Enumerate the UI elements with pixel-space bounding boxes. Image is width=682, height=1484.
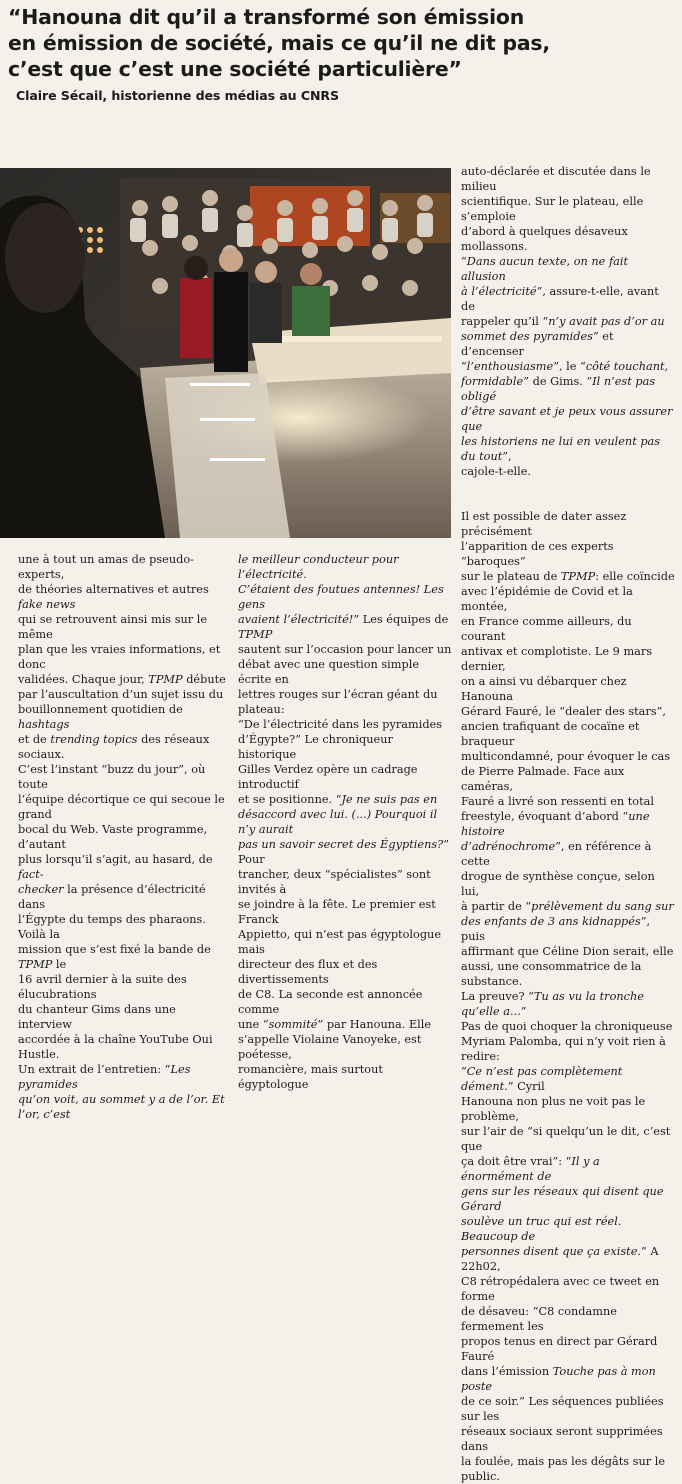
text-run: rappeler qu’il “ xyxy=(461,315,549,328)
text-line xyxy=(461,329,675,359)
text-run: se joindre à la fête. Le premier est Franck xyxy=(238,898,436,926)
italic-run: n’y avait pas d’or au xyxy=(548,315,665,328)
text-line xyxy=(461,704,675,719)
italic-run: soulève un truc qui est réel. Beaucoup de xyxy=(461,1215,622,1243)
text-run: des réseaux sociaux. xyxy=(18,733,210,761)
text-run: de C8. La seconde est annoncée comme xyxy=(238,988,423,1016)
text-line xyxy=(461,479,675,494)
text-run: romancière, mais surtout égyptologue xyxy=(238,1063,383,1091)
text-line xyxy=(18,642,228,672)
text-run: C8 rétropédalera avec ce tweet en forme xyxy=(461,1275,660,1303)
article-column-3 xyxy=(461,164,675,1484)
italic-run: TPMP xyxy=(18,958,53,971)
text-run: la présence d’électricité dans xyxy=(18,883,206,911)
text-run: ” Pour xyxy=(238,838,449,866)
text-line xyxy=(461,164,675,194)
text-run: débute xyxy=(182,673,226,686)
text-line xyxy=(18,792,228,822)
text-run: multicondamné, pour évoquer le cas xyxy=(461,750,671,763)
text-line xyxy=(238,867,452,897)
text-line xyxy=(461,989,675,1019)
text-run: avec l’épidémie de Covid et la montée, xyxy=(461,585,633,613)
text-run: sautent sur l’occasion pour lancer un xyxy=(238,643,452,656)
text-line xyxy=(461,1244,675,1274)
italic-run: à l’électricité xyxy=(461,285,537,298)
text-line xyxy=(238,1062,452,1092)
text-line xyxy=(461,1034,675,1064)
text-run: Myriam Palomba, qui n’y voit rien à redire: xyxy=(461,1035,666,1063)
text-run: dans l’émission xyxy=(461,1365,553,1378)
text-run: Pas de quoi choquer la chroniqueuse xyxy=(461,1020,673,1033)
text-line xyxy=(461,224,675,254)
text-run: propos tenus en direct par Gérard Fauré xyxy=(461,1335,658,1363)
text-line xyxy=(461,359,675,374)
italic-run: prélèvement du sang sur xyxy=(531,900,674,913)
text-line xyxy=(238,1032,452,1062)
text-line xyxy=(461,1064,675,1094)
italic-run: Je ne suis pas en xyxy=(341,793,438,806)
italic-run: hashtags xyxy=(18,718,70,731)
italic-run: gens sur les réseaux qui disent que Gérard xyxy=(461,1185,664,1213)
text-line xyxy=(461,1274,675,1304)
text-run: cajole-t-elle. xyxy=(461,465,532,478)
text-run: Il est possible de dater assez précisément xyxy=(461,510,627,538)
italic-run: formidable xyxy=(461,375,524,388)
article-column-2 xyxy=(238,552,452,1092)
italic-run: d’être savant et je peux vous assurer que xyxy=(461,405,673,433)
text-run: ” par Hanouna. Elle xyxy=(317,1018,432,1031)
text-line xyxy=(461,719,675,749)
text-line xyxy=(461,1019,675,1034)
text-line xyxy=(18,1092,228,1122)
text-run: Appietto, qui n’est pas égyptologue mais xyxy=(238,928,442,956)
text-line xyxy=(238,792,452,807)
italic-run: qu’on voit, au sommet y a de l’or. Et l’or, c’est xyxy=(18,1093,225,1121)
text-run: Fauré a livré son ressenti en total xyxy=(461,795,655,808)
italic-run: pas un savoir secret des Égyptiens? xyxy=(238,838,444,851)
italic-run: sommité xyxy=(268,1018,318,1031)
text-line xyxy=(461,869,675,899)
text-run: sur le plateau de xyxy=(461,570,561,583)
italic-run: Dans aucun texte, on ne fait allusion xyxy=(461,255,629,283)
text-line xyxy=(461,794,675,809)
text-line xyxy=(461,434,675,464)
text-run: lettres rouges sur l’écran géant du plateau: xyxy=(238,688,438,716)
italic-run: checker xyxy=(18,883,64,896)
text-line xyxy=(238,717,452,732)
text-line xyxy=(461,809,675,839)
text-line xyxy=(461,1184,675,1214)
text-run: trancher, deux “spécialistes” sont invités à xyxy=(238,868,431,896)
text-line xyxy=(238,612,452,642)
text-line xyxy=(461,1124,675,1154)
text-line xyxy=(18,672,228,687)
text-run: par l’auscultation d’un sujet issu du xyxy=(18,688,224,701)
italic-run: le meilleur conducteur pour l’électricité. xyxy=(238,553,399,581)
text-line xyxy=(461,569,675,584)
text-run: “De l’électricité dans les pyramides xyxy=(238,718,443,731)
text-run: l’apparition de ces experts “baroques” xyxy=(461,540,614,568)
text-run: ”, assure-t-elle, avant de xyxy=(461,285,659,313)
text-line xyxy=(461,494,675,509)
text-line xyxy=(18,972,228,1002)
italic-run: une histoire xyxy=(461,810,650,838)
text-line xyxy=(238,582,452,612)
text-line xyxy=(238,927,452,957)
text-line xyxy=(18,1002,228,1032)
text-run: bouillonnement quotidien de xyxy=(18,703,183,716)
italic-run: côté touchant, xyxy=(585,360,669,373)
text-run: à partir de “ xyxy=(461,900,532,913)
text-line xyxy=(461,1394,675,1424)
text-run: Hanouna non plus ne voit pas le problème, xyxy=(461,1095,646,1123)
italic-run: TPMP xyxy=(238,628,273,641)
text-line xyxy=(238,687,452,717)
article-byline: Claire Sécail, historienne des médias au CNRS xyxy=(16,88,339,103)
text-run: ” et d’encenser xyxy=(461,330,614,358)
text-run: affirmant que Céline Dion serait, elle xyxy=(461,945,674,958)
text-line xyxy=(238,807,452,837)
text-line xyxy=(238,837,452,867)
text-line xyxy=(461,1424,675,1454)
text-line xyxy=(18,882,228,912)
text-line xyxy=(18,942,228,972)
text-line xyxy=(461,839,675,869)
text-run: ”, puis xyxy=(461,915,651,943)
text-line xyxy=(461,584,675,614)
text-run: “ xyxy=(461,360,467,373)
text-run: une à tout un amas de pseudo-experts, xyxy=(18,553,194,581)
italic-run: Touche pas à mon poste xyxy=(461,1365,656,1393)
text-line xyxy=(18,852,228,882)
text-run: mission que s’est fixé la bande de xyxy=(18,943,211,956)
text-line xyxy=(18,582,228,612)
text-line xyxy=(18,552,228,582)
text-line xyxy=(461,404,675,434)
text-line xyxy=(18,822,228,852)
text-line xyxy=(461,374,675,404)
text-run: plus lorsqu’il s’agit, au hasard, de xyxy=(18,853,213,866)
text-run: de ce soir. xyxy=(461,1395,520,1408)
text-run: ancien trafiquant de cocaïne et braqueur xyxy=(461,720,640,748)
text-run: qui se retrouvent ainsi mis sur le même xyxy=(18,613,208,641)
text-line xyxy=(461,1094,675,1124)
studio-illustration xyxy=(0,168,451,538)
italic-run: désaccord avec lui. (...) Pourquoi il n’y aurait xyxy=(238,808,438,836)
text-line xyxy=(18,912,228,942)
text-run: Un extrait de l’entretien: “ xyxy=(18,1063,171,1076)
text-run: une “ xyxy=(238,1018,269,1031)
text-run: Gérard Fauré, le “dealer des stars”, xyxy=(461,705,666,718)
italic-run: Ce n’est pas complètement dément. xyxy=(461,1065,623,1093)
text-run: “ xyxy=(461,1065,467,1078)
italic-run: Tu as vu la tronche qu’elle a... xyxy=(461,990,644,1018)
italic-run: sommet des pyramides xyxy=(461,330,593,343)
text-run: plan que les vraies informations, et donc xyxy=(18,643,221,671)
text-run: C’est l’instant “buzz du jour”, où toute xyxy=(18,763,206,791)
text-line xyxy=(18,1032,228,1062)
text-run: s’appelle Violaine Vanoyeke, est poétesse, xyxy=(238,1033,422,1061)
text-line xyxy=(461,1214,675,1244)
italic-run: d’adrénochrome xyxy=(461,840,556,853)
italic-run: l’enthousiasme xyxy=(466,360,554,373)
italic-run: trending topics xyxy=(50,733,138,746)
tv-studio-photo xyxy=(0,168,451,538)
text-run: et de xyxy=(18,733,51,746)
text-line xyxy=(461,1334,675,1364)
text-run: ” de Gims. “ xyxy=(523,375,593,388)
italic-run: personnes disent que ça existe. xyxy=(461,1245,641,1258)
text-run: débat avec une question simple écrite en xyxy=(238,658,420,686)
text-line xyxy=(18,762,228,792)
text-run: de théories alternatives et autres xyxy=(18,583,209,596)
headline-line: c’est que c’est une société particulière” xyxy=(8,57,462,81)
text-run: drogue de synthèse conçue, selon lui, xyxy=(461,870,655,898)
text-run: l’équipe décortique ce qui secoue le grand xyxy=(18,793,225,821)
text-run: et se positionne. “ xyxy=(238,793,342,806)
text-run: la foulée, mais pas les dégâts sur le public. xyxy=(461,1455,666,1483)
italic-run: Il y a énormément de xyxy=(461,1155,600,1183)
text-line xyxy=(238,897,452,927)
text-line xyxy=(238,1017,452,1032)
text-line xyxy=(461,1154,675,1184)
text-line xyxy=(461,464,675,479)
text-line xyxy=(18,1062,228,1092)
text-run: 16 avril dernier à la suite des élucubrations xyxy=(18,973,187,1001)
headline-line: “Hanouna dit qu’il a transformé son émission xyxy=(8,5,525,29)
text-run: freestyle, évoquant d’abord “ xyxy=(461,810,629,823)
text-run: bocal du Web. Vaste programme, d’autant xyxy=(18,823,208,851)
text-run: ”, en référence à cette xyxy=(461,840,652,868)
text-line xyxy=(461,539,675,569)
text-run: “ xyxy=(461,255,467,268)
text-run: ” A 22h02, xyxy=(461,1245,659,1273)
text-line xyxy=(461,614,675,644)
italic-run: Il n’est pas obligé xyxy=(461,375,656,403)
text-line xyxy=(461,944,675,959)
text-line xyxy=(461,674,675,704)
text-line xyxy=(461,509,675,539)
text-run: réseaux sociaux seront supprimées dans xyxy=(461,1425,663,1453)
italic-run: TPMP xyxy=(148,673,183,686)
text-run: ” Cyril xyxy=(507,1080,545,1093)
text-line xyxy=(18,612,228,642)
text-line xyxy=(18,687,228,702)
text-line xyxy=(238,552,452,582)
text-line xyxy=(461,194,675,224)
text-run: de désaveu: “C8 condamne fermement les xyxy=(461,1305,617,1333)
text-run: : elle coïncide xyxy=(595,570,675,583)
text-line xyxy=(238,762,452,792)
text-run: auto-déclarée et discutée dans le milieu xyxy=(461,165,651,193)
text-run: ” Les équipes de xyxy=(353,613,449,626)
text-line xyxy=(461,284,675,314)
text-line xyxy=(461,764,675,794)
italic-run: fact- xyxy=(18,868,44,881)
text-run: on a ainsi vu débarquer chez Hanouna xyxy=(461,675,627,703)
text-line xyxy=(461,749,675,764)
text-run: d’abord à quelques désaveux mollassons. xyxy=(461,225,628,253)
italic-run: TPMP xyxy=(560,570,596,583)
italic-run: C’étaient des foutues antennes! Les gens xyxy=(238,583,444,611)
italic-run: des enfants de 3 ans kidnappés xyxy=(461,915,641,928)
text-line xyxy=(461,959,675,989)
italic-run: fake news xyxy=(18,598,76,611)
italic-run: les historiens ne lui en veulent pas du tout xyxy=(461,435,661,463)
text-run: sur l’air de “si quelqu’un le dit, c’est que xyxy=(461,1125,671,1153)
text-line xyxy=(18,732,228,762)
text-line xyxy=(238,642,452,657)
article-column-1 xyxy=(18,552,228,1122)
text-run: l’Égypte du temps des pharaons. Voilà la xyxy=(18,913,206,941)
text-run: accordée à la chaîne YouTube Oui Hustle. xyxy=(18,1033,213,1061)
article-headline xyxy=(8,4,668,82)
text-run: en France comme ailleurs, du courant xyxy=(461,615,632,643)
text-run: ça doit être vrai”: “ xyxy=(461,1155,572,1168)
text-run: le xyxy=(52,958,67,971)
text-run: validées. Chaque jour, xyxy=(18,673,149,686)
text-line xyxy=(238,657,452,687)
text-line xyxy=(238,957,452,987)
text-run: scientifique. Sur le plateau, elle s’emploie xyxy=(461,195,644,223)
text-run: aussi, une consommatrice de la substance. xyxy=(461,960,642,988)
text-run: de Pierre Palmade. Face aux caméras, xyxy=(461,765,625,793)
italic-run: Les pyramides xyxy=(18,1063,191,1091)
text-line xyxy=(461,644,675,674)
text-line xyxy=(461,1454,675,1484)
text-run: La preuve? “ xyxy=(461,990,534,1003)
text-run: ” Les séquences publiées sur les xyxy=(461,1395,664,1423)
text-line xyxy=(461,1364,675,1394)
text-line xyxy=(461,914,675,944)
text-line xyxy=(238,987,452,1017)
text-line xyxy=(461,899,675,914)
text-run: ” xyxy=(520,1005,527,1018)
text-line xyxy=(238,732,452,762)
text-run: Gilles Verdez opère un cadrage introductif xyxy=(238,763,418,791)
text-run: d’Égypte?” Le chroniqueur historique xyxy=(238,733,393,761)
text-run: ”, le “ xyxy=(553,360,586,373)
text-line xyxy=(18,702,228,732)
text-run: directeur des flux et des divertissements xyxy=(238,958,378,986)
italic-run: avaient l’électricité! xyxy=(238,613,354,626)
text-run: ”, xyxy=(502,450,512,463)
text-run: antivax et complotiste. Le 9 mars dernier, xyxy=(461,645,653,673)
text-run: du chanteur Gims dans une interview xyxy=(18,1003,176,1031)
text-line xyxy=(461,1304,675,1334)
text-line xyxy=(461,254,675,284)
text-line xyxy=(461,314,675,329)
headline-line: en émission de société, mais ce qu’il ne dit pas, xyxy=(8,31,550,55)
